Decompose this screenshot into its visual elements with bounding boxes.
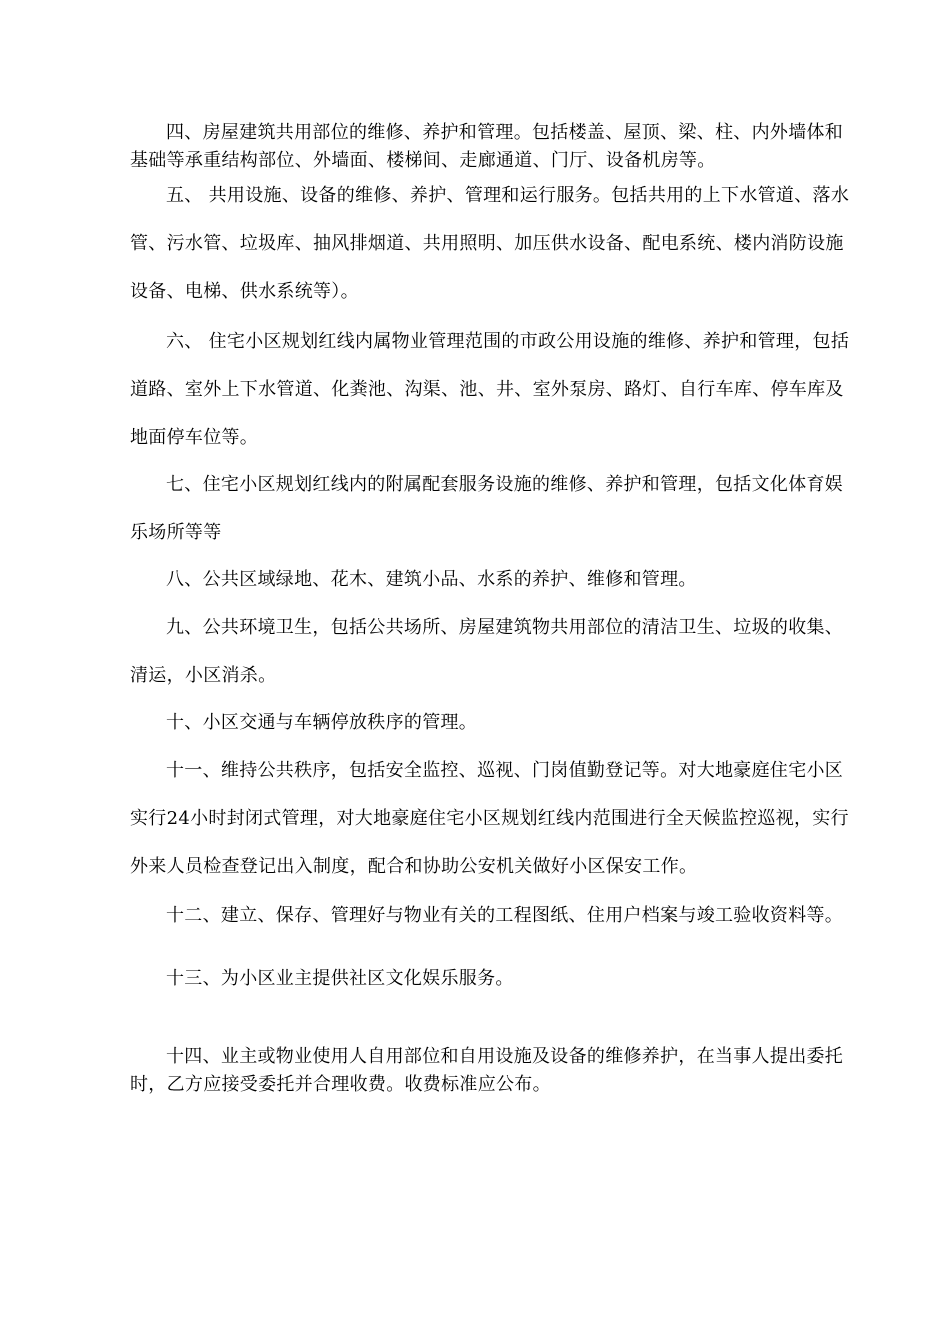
paragraph-11: 十一、维持公共秩序，包括安全监控、巡视、门岗值勤登记等。对大地豪庭住宅小区实行24小时封闭式管理，对大地豪庭住宅小区规划红线内范围进行全天候监控巡视，实行外来人员检查登记出入制度，配合和协助公安机关做好小区保安工作。: [130, 760, 849, 877]
paragraph-12: 十二、建立、保存、管理好与物业有关的工程图纸、住用户档案与竣工验收资料等。: [166, 905, 844, 926]
paragraph-13: 十三、为小区业主提供社区文化娱乐服务。: [166, 968, 514, 989]
paragraph-4: 四、房屋建筑共用部位的维修、养护和管理。包括楼盖、屋顶、梁、柱、内外墙体和基础等承重结构部位、外墙面、楼梯间、走廊通道、门厅、设备机房等。: [130, 122, 844, 171]
paragraph-5: 五、 共用设施、设备的维修、养护、管理和运行服务。包括共用的上下水管道、落水管、污水管、垃圾库、抽风排烟道、共用照明、加压供水设备、配电系统、楼内消防设施设备、电梯、供水系统等）。: [130, 185, 850, 302]
paragraph-6: 六、 住宅小区规划红线内属物业管理范围的市政公用设施的维修、养护和管理，包括道路、室外上下水管道、化粪池、沟渠、池、井、室外泵房、路灯、自行车库、停车库及地面停车位等。: [130, 331, 850, 448]
paragraph-14: 十四、业主或物业使用人自用部位和自用设施及设备的维修养护，在当事人提出委托时，乙方应接受委托并合理收费。收费标准应公布。: [130, 1046, 844, 1095]
paragraph-8: 八、公共区域绿地、花木、建筑小品、水系的养护、维修和管理。: [166, 569, 697, 590]
paragraph-9: 九、公共环境卫生，包括公共场所、房屋建筑物共用部位的清洁卫生、垃圾的收集、清运，小区消杀。: [130, 617, 844, 686]
paragraph-7: 七、住宅小区规划红线内的附属配套服务设施的维修、养护和管理，包括文化体育娱乐场所等等: [130, 474, 844, 543]
paragraph-10: 十、小区交通与车辆停放秩序的管理。: [166, 712, 478, 733]
